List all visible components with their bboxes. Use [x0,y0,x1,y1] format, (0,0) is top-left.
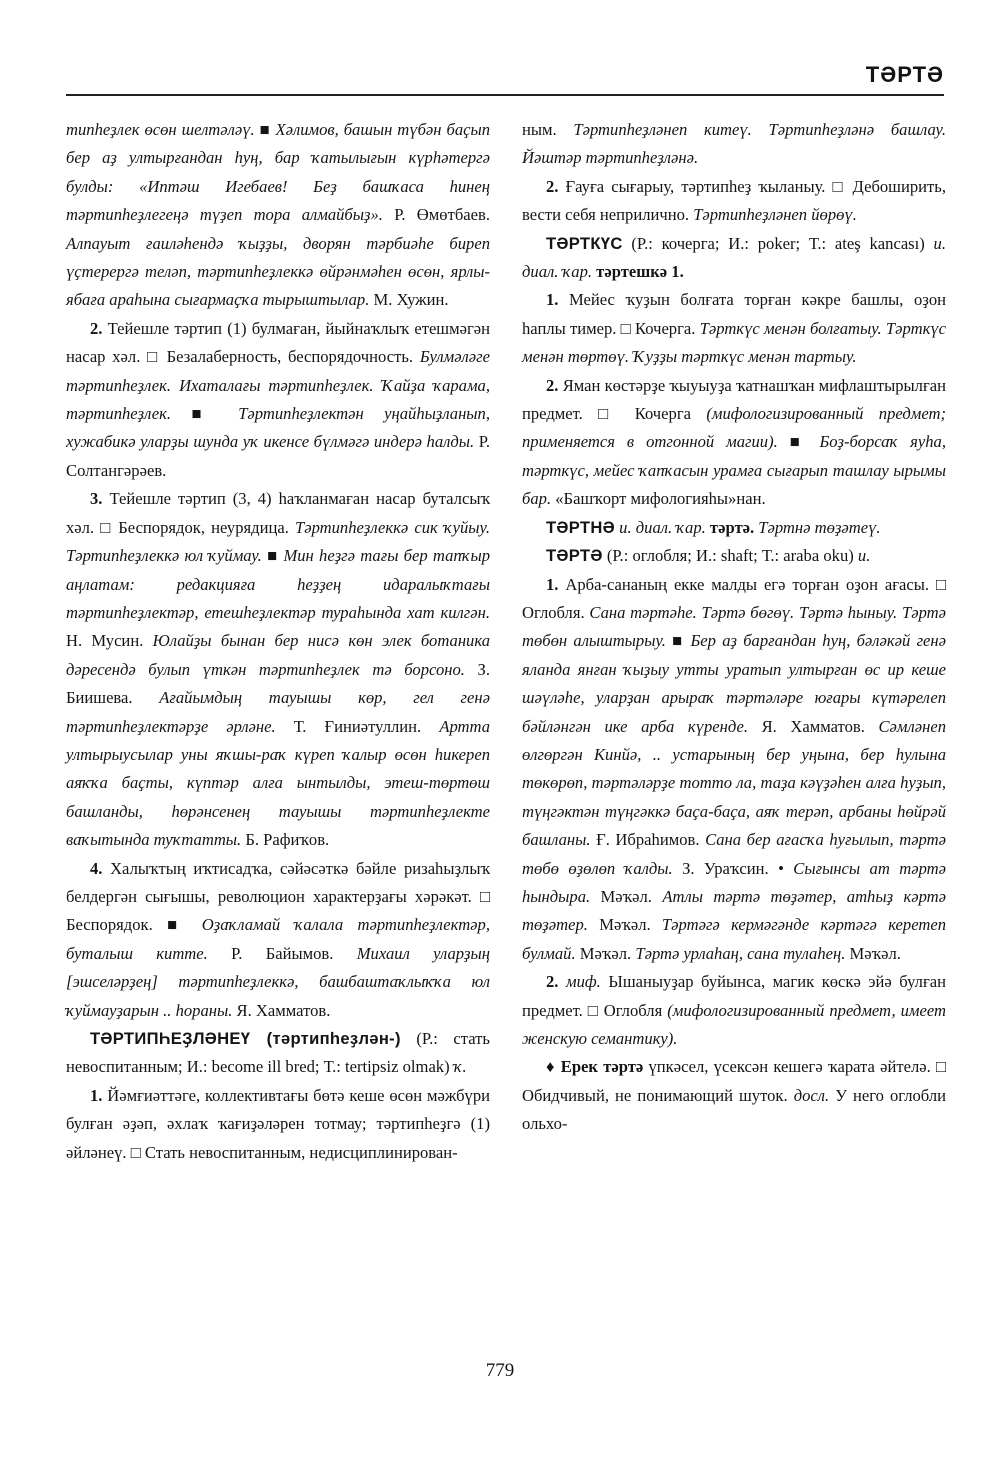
definition-text: Арба-сананың екке малды егә торған оҙон ағасы. □ Оглобля. [522,574,946,622]
example-text: Сана тәртәһе. Тәртә бөгөү. Тәртә һыныу. Тәртә төбөн алыштырыу. [522,602,946,651]
citation-text: Сана бер ағасҡа һуғылып, тәртә төбө өҙөлөп ҡалды. [522,830,946,878]
citation-author: З. Ураҡсин. [682,858,779,878]
headword-form: (тәртипһеҙлән-) [250,1029,401,1048]
sense-paragraph [522,571,946,969]
grammar-note: и. диал. ҡар. [615,517,710,537]
citation-text: Мин һеҙгә тағы бер тапҡыр аңлатам: редакцияға һеҙҙең идаралыҡтағы тәртипһеҙлектәр, етешһеҙлектәр тураһында хат килгән. [66,546,490,622]
sense-paragraph [522,173,946,230]
cross-reference: тәртешкә 1. [596,262,684,282]
left-column [66,116,490,1167]
definition-text: Ышаныуҙар буйынса, магик көскә эйә булған предмет. □ Оглобля [522,972,946,1020]
sense-number: 3. [90,489,110,509]
citation-text: Хәлимов, башын түбән баҫып бер аҙ ултырғандан һуң, бар ҡатылығын күрһәтергә булды: «Иптәш Игебаев! Беҙ башҡаса һинең тәртипһеҙлегеңә түҙеп тора алмайбыҙ». [66,120,491,225]
headword-entry [522,230,946,287]
citation-author: Б. Рафиҡов. [245,830,330,850]
right-column [522,116,946,1139]
sense-paragraph [522,968,946,1053]
definition-text: Ғауға сығарыу, тәртипһеҙ ҡыланыу. □ Дебоширить, вести себя неприлично. [522,176,946,225]
definition-text: Яман көстәрҙе ҡыуыуҙа ҡатнашҡан мифлаштырылған предмет. □ Кочерга [522,375,947,424]
header-rule [66,94,944,96]
definition-text: Йәмғиәттәге, коллективтағы бөтә кеше өсөн мәжбүри булған әҙәп, әхлаҡ ҡағиҙәләрен тотмау; тәртипһеҙгә (1) әйләнеү. □ Стать невоспитанным, недисциплинирован- [66,1085,490,1162]
example-text: Булмәләге тәртипһеҙлек. Ихаталағы тәртипһеҙлек. Ҡайҙа ҡарама, тәртипһеҙлек. [66,347,490,424]
gloss-note: (мифологизированный предмет, имеет женскую семантику). [522,1000,947,1048]
entry-paragraph [66,116,490,315]
example-text: Тәртипһеҙләнеп йөрөү. [693,205,857,225]
square-marker: ■ [267,546,284,566]
entry-paragraph [522,116,946,173]
sense-number: 1. [546,574,566,594]
idiom-paragraph [522,1053,946,1138]
proverb-text: Сығынсы ат тәртә һындыра. [522,858,946,906]
proverb-label: Мәҡәл. [579,943,636,963]
proverb-label: Мәҡәл. [599,915,662,935]
sense-paragraph [522,372,946,514]
sense-number: 2. [90,318,108,338]
citation-author: Р. Солтангәрәев. [66,432,490,480]
part-of-speech: и. [857,546,871,566]
sense-paragraph [66,1082,490,1167]
definition-text: үпкәсел, үсексән кешегә ҡарата әйтелә. □ Обидчивый, не понимающий шуток. [522,1057,946,1105]
example-text: Тәртипһеҙләнеп китеү. Тәртипһеҙләнә башлау. Йәштәр тәртипһеҙләнә. [522,120,946,168]
square-marker: ■ [167,915,202,935]
definition-text: ным. [522,120,574,139]
proverb-text: Тәртә урлаһаң, сана тулаһең. [635,943,850,963]
citation-text: Михаил уларҙың [эшселәрҙең] тәртипһеҙлеккә, башбаштаҡлыҡҡа юл ҡуймауҙарын .. һораны. [66,943,491,1020]
proverb-text: Тәртәгә кермәгәнде кәртәгә керетеп булмай. [522,915,947,963]
sense-paragraph [522,286,946,371]
example-text: Тәртнә төҙәтеү. [758,517,881,537]
citation-text: Боҙ-борсаҡ яуһа, тәрткүс, мейес ҡапҡасын урамға сығарып ташлау ырымы бар. [522,432,946,509]
square-marker: ■ [672,631,691,651]
headword: ТӘРТНӘ [546,517,616,537]
citation-author: Т. Ғиниәтуллин. [293,716,440,736]
sense-paragraph [66,315,490,485]
headword-entry [522,514,946,542]
citation-text: Юлайҙы бынан бер нисә көн элек ботаника дәресендә булып үткән тәртипһеҙлек тә борсоно. [66,631,490,679]
headword-entry [522,542,946,570]
headword: ТӘРТӘ [546,546,603,566]
diamond-marker: ♦ [546,1057,561,1077]
citation-author: Р. Байымов. [231,943,357,963]
square-marker: ■ [789,432,820,452]
example-text: типһеҙлек өсөн шелтәләү. [66,120,260,139]
sense-number: 2. [546,972,566,992]
running-head: ТӘРТӘ [865,62,944,87]
example-text: Тәрткүс менән болғатыу. Тәрткүс менән төртөү. Ҡуҙҙы тәрткүс менән тартыу. [522,318,946,367]
definition-text: Тейешле тәртип (3, 4) һаҡланмаған насар буталсыҡ хәл. □ Беспорядок, неурядица. [66,489,490,537]
grammar-note: и. диал. ҡар. [522,233,946,282]
headword: ТӘРТКҮС [546,233,623,253]
example-text: Тәртипһеҙлеккә сик ҡуйыу. Тәртипһеҙлеккә юл ҡуймау. [66,517,490,566]
citation-text: Бер аҙ барғандан һуң, бәләкәй генә яланда янған ҡыҙыу утты уратып ултырған өс ир кеше шәүләһе, уларҙан арыраҡ тәртәләре юғары күтәрелеп бәйләнгән ике арба күренде. [522,631,946,736]
headword-entry [66,1025,490,1082]
square-marker: ■ [259,120,276,139]
citation-author: Я. Хамматов. [236,1000,331,1020]
sense-number: 1. [546,290,569,310]
citation-text: Сәмләнеп өлгөргән Кинйә, .. устарының бер уңына, бер һулына төкөрөп, тәртәләрҙе тотто ла, таҙа кәүҙәһен алға һуҙып, түңгәктән түңгәккә баҫа-баҫа, аяҡ терәп, арбаны һөйрәй башланы. [522,716,946,850]
definition-text: Халыҡтың иҡтисадҡа, сәйәсәткә бәйле ризаһыҙлыҡ белдергән сығышы, революцион характерҙағы хәрәкәт. □ Беспорядок. [66,858,490,935]
translation-equivalents: (Р.: кочерга; И.: poker; Т.: ateş kancası) [622,233,934,253]
usage-label: досл. [793,1085,836,1105]
part-of-speech: ҡ. [453,1057,467,1077]
citation-text: Ағайымдың тауышы көр, гел генә тәртипһеҙлектәрҙе әрләне. [66,688,490,736]
bullet-marker: • [778,858,794,878]
citation-author: Я. Хамматов. [761,716,879,736]
sense-number: 2. [546,176,566,196]
sense-paragraph [66,855,490,1025]
sense-number: 4. [90,858,111,878]
citation-text: Тәртипһеҙлектән уңайһыҙланып, хужабикә уларҙы шунда уҡ икенсе бүлмәгә индерә һалды. [66,404,490,452]
headword: ТӘРТИПҺЕҘЛӘНЕҮ [90,1029,251,1048]
citation-author: З. Биишева. [66,659,490,708]
square-marker: ■ [191,404,239,424]
proverb-text: Атлы тәртә төҙәтер, атһыҙ кәртә төҙәтер. [522,886,946,935]
translation-equivalents: (Р.: стать невоспитанным; И.: become ill bred; Т.: tertipsiz olmak) [66,1029,490,1077]
proverb-label: Мәҡәл. [849,943,901,963]
sense-number: 1. [90,1085,108,1105]
sense-number: 2. [546,375,563,395]
citation-author: «Башҡорт мифологияһы»нан. [555,489,766,509]
usage-label: миф. [565,972,609,992]
page-number: 779 [485,1360,515,1381]
proverb-label: Мәҡәл. [600,886,663,906]
citation-text: Алпауыт ғаиләһендә ҡыҙҙы, дворян тәрбиәһе биреп үҫтерергә теләп, тәртипһеҙлеккә өйрәнмәһен өсөн, ярлы-ябаға араһына сығармаҫҡа тырыштылар. [66,233,490,310]
citation-author: Ғ. Ибраһимов. [596,830,706,850]
sense-paragraph [66,485,490,854]
translation-equivalents: (Р.: оглобля; И.: shaft; Т.: araba oku) [602,546,858,566]
definition-text: У него оглобли ольхо- [522,1085,946,1134]
citation-author: М. Хужин. [373,290,449,310]
gloss-note: (мифологизированный предмет; применяется в отгонной магии). [522,404,946,452]
citation-author: Р. Өмөтбаев. [394,205,490,225]
definition-text: Тейешле тәртип (1) булмаған, йыйнаҡлыҡ етешмәгән насар хәл. □ Безалаберность, беспорядочность. [66,318,490,367]
idiom-phrase: Ерек тәртә [560,1057,644,1077]
definition-text: Мейес ҡуҙын болғата торған кәкре башлы, оҙон һаплы тимер. □ Кочерга. [522,290,947,338]
citation-author: Н. Мусин. [66,631,153,651]
cross-reference: тәртә. [709,517,759,537]
citation-text: Оҙаҡламай ҡалала тәртипһеҙлектәр, буталыш китте. [66,915,490,963]
citation-text: Артта ултырыусылар уны яҡшы-раҡ күреп ҡалыр өсөн һикереп аяҡҡа баҫты, күптәр алға ынтылды, этеш-төртөш башланды, һөрәнсенең тауышы тәртипһеҙлекте ваҡытында туҡтатты. [66,716,491,850]
